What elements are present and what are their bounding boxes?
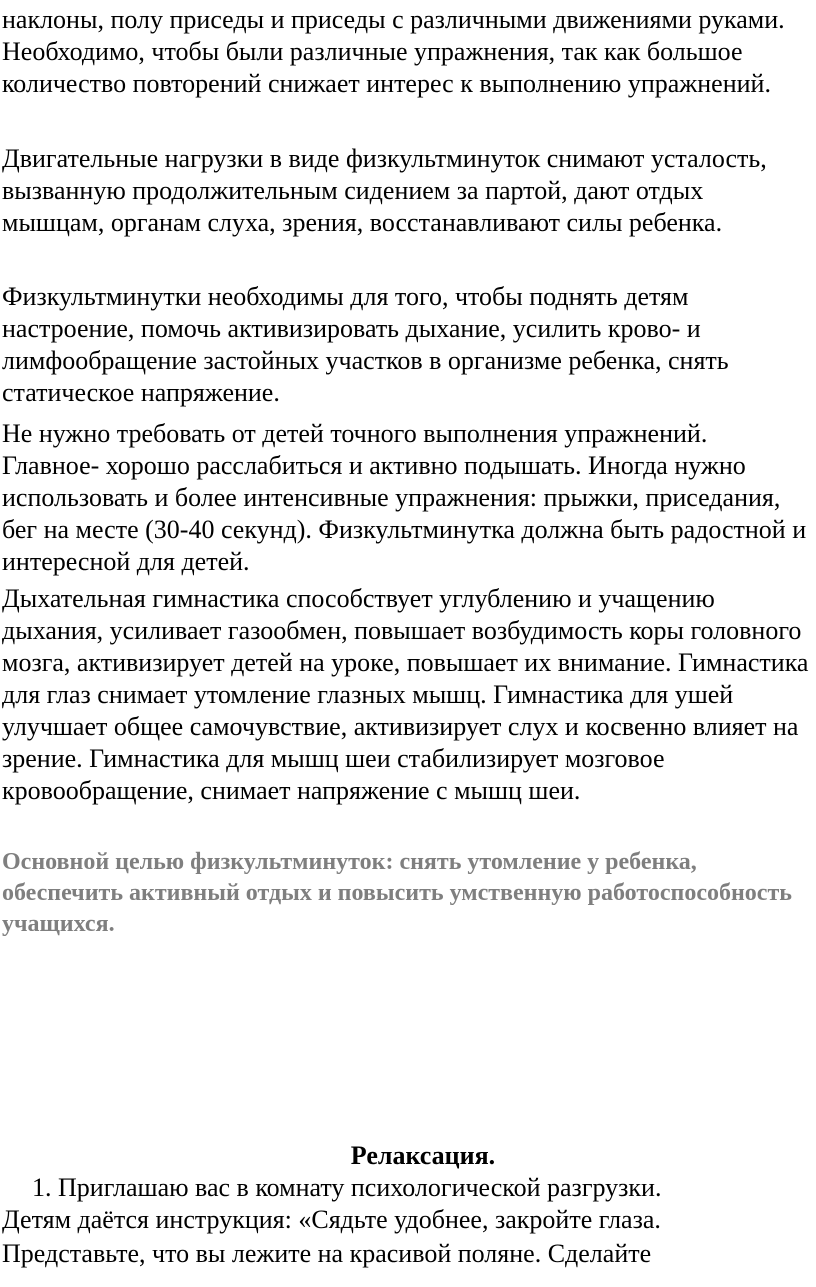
paragraph-purpose: Физкультминутки необходимы для того, чтобы поднять детям настроение, помочь активизировать дыхание, усилить крово- и лимфообращение застойных участков в организме ребенка, снять статическое напряжение. bbox=[2, 282, 729, 407]
instruction-line-2: Представьте, что вы лежите на красивой поляне. Сделайте bbox=[2, 1239, 652, 1268]
paragraph-exercises: наклоны, полу приседы и приседы с различными движениями руками. Необходимо, чтобы были различные упражнения, так как большое количество повторений снижает интерес к выполнению упражнений. bbox=[2, 5, 785, 98]
paragraph-motor-loads: Двигательные нагрузки в виде физкультминуток снимают усталость, вызванную продолжительным сидением за партой, дают отдых мышцам, органам слуха, зрения, восстанавливают силы ребенка. bbox=[2, 144, 767, 237]
paragraph-requirements: Не нужно требовать от детей точного выполнения упражнений. Главное- хорошо расслабиться и активно подышать. Иногда нужно использовать и более интенсивные упражнения: прыжки, приседания, бег на месте (30-40 секунд). Физкультминутка должна быть радостной и интересной для детей. bbox=[2, 419, 807, 576]
list-item-1: 1. Приглашаю вас в комнату психологической разгрузки. bbox=[32, 1173, 662, 1202]
section-title: Релаксация. bbox=[350, 1141, 496, 1170]
paragraph-gymnastics: Дыхательная гимнастика способствует углублению и учащению дыхания, усиливает газообмен, повышает возбудимость коры головного мозга, активизирует детей на уроке, повышает их внимание. Гимнастика для глаз снимает утомление глазных мышц. Гимнастика для ушей улучшает общее самочувствие, активизирует слух и косвенно влияет на зрение. Гимнастика для мышц шеи стабилизирует мозговое кровообращение, снимает напряжение с мышц шеи. bbox=[2, 584, 809, 805]
goal-statement: Основной целью физкультминуток: снять утомление у ребенка, обеспечить активный отдых и повысить умственную работоспособность учащихся. bbox=[2, 849, 792, 937]
instruction-line-1: Детям даётся инструкция: «Сядьте удобнее, закройте глаза. bbox=[2, 1205, 661, 1234]
